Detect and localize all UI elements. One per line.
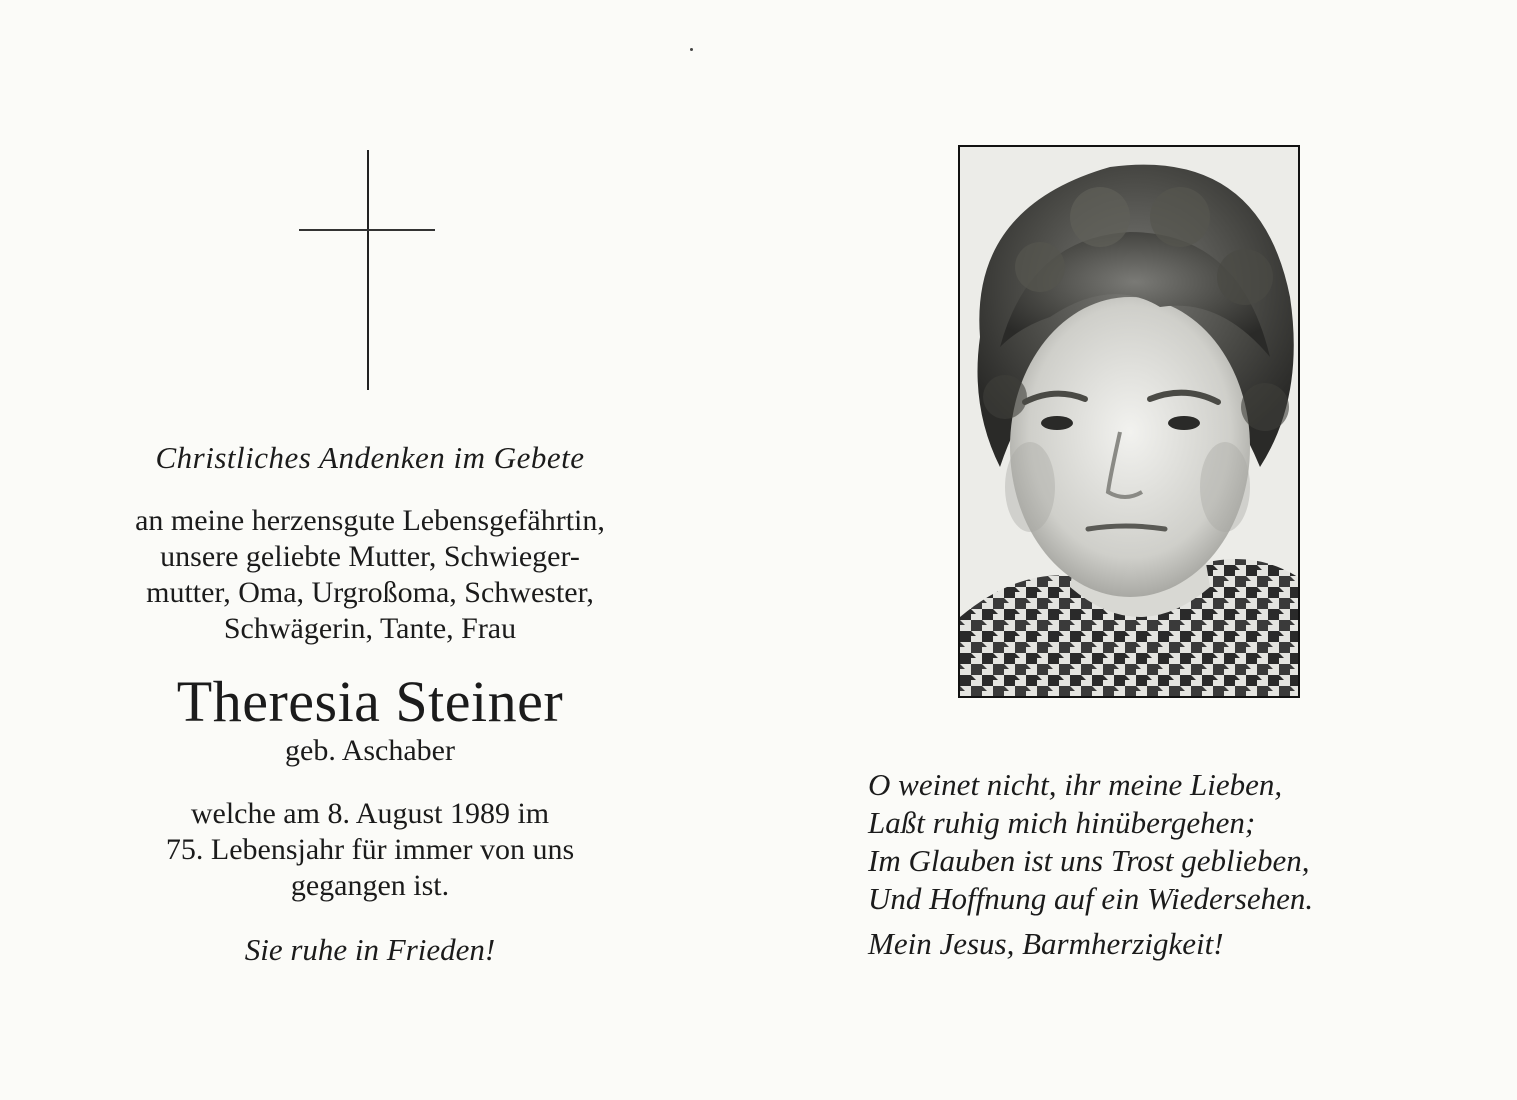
poem-line: Im Glauben ist uns Trost geblieben, <box>868 843 1310 878</box>
poem-line: Laßt ruhig mich hinübergehen; <box>868 805 1256 840</box>
poem-line: O weinet nicht, ihr meine Lieben, <box>868 767 1283 802</box>
dedication-line: Schwägerin, Tante, Frau <box>223 612 517 645</box>
portrait-illustration <box>960 147 1298 696</box>
dedication-line: an meine herzensgute Lebensgefährtin, <box>135 504 605 537</box>
dedication-line: unsere geliebte Mutter, Schwieger- <box>160 540 580 573</box>
poem-line: Und Hoffnung auf ein Wiedersehen. <box>868 881 1314 916</box>
death-notice <box>60 796 680 904</box>
death-line: 75. Lebensjahr für immer von uns <box>165 833 575 866</box>
cross-vertical-bar <box>367 150 369 390</box>
prayer-line: Mein Jesus, Barmherzigkeit! <box>868 926 1224 961</box>
deceased-name: Theresia Steiner <box>176 669 564 734</box>
rest-in-peace: Sie ruhe in Frieden! <box>244 932 496 967</box>
birth-name: geb. Aschaber <box>285 734 455 767</box>
memorial-heading: Christliches Andenken im Gebete <box>155 440 585 475</box>
cross-horizontal-bar <box>299 229 435 231</box>
poem <box>868 766 1468 918</box>
paper-speck <box>690 48 693 51</box>
portrait-photo <box>958 145 1300 698</box>
death-line: welche am 8. August 1989 im <box>190 797 550 830</box>
death-line: gegangen ist. <box>290 869 450 902</box>
dedication-text <box>60 503 680 647</box>
dedication-line: mutter, Oma, Urgroßoma, Schwester, <box>146 576 594 609</box>
